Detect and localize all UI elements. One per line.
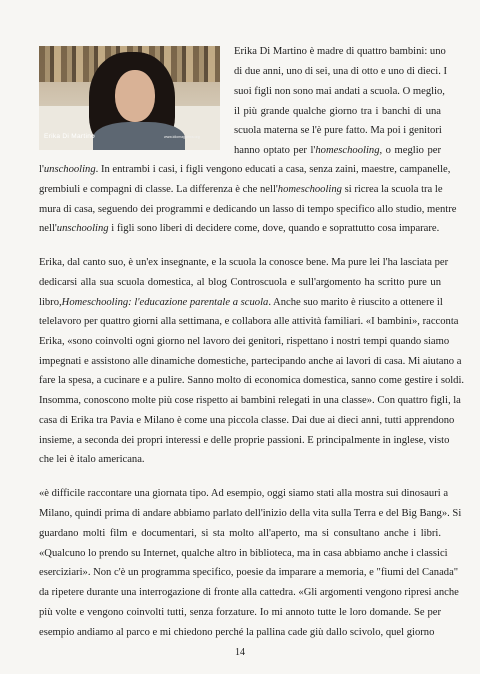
text-segment: si ricrea la scuola tra le <box>341 184 443 195</box>
text-line <box>39 454 441 466</box>
text-segment: da ripetere durante una interrogazione di fronte alla cattedra. «Gli argomenti vengono ripresi anche <box>39 587 459 598</box>
text-segment: hanno optato per l' <box>234 145 316 156</box>
text-segment: . In entrambi i casi, i figli vengono educati a casa, senza zaini, maestre, campanelle, <box>95 164 451 175</box>
text-segment: dedicarsi alla sua scuola domestica, al blog Controscuola e sull'argomento ha scritto pure un <box>39 277 441 288</box>
text-line <box>39 607 441 619</box>
text-line <box>39 164 451 176</box>
italic-term: homeschooling <box>315 145 380 156</box>
text-line <box>39 587 459 599</box>
text-line <box>39 375 465 387</box>
text-segment: fare la spesa, a cucinare e a pulire. Sanno molto di economica domestica, sanno come gestire i soldi. <box>39 375 465 386</box>
text-segment: i figli sono liberi di decidere come, dove, quando e soprattutto cosa imparare. <box>108 223 440 234</box>
text-line <box>39 223 441 235</box>
text-line <box>39 257 449 269</box>
photo-credit: www.idiomaguerra.org <box>164 135 200 139</box>
text-segment: eserciziari». Non c'è un programma specifico, poesie da imparare a memoria, e "fiumi del Canada" <box>39 567 459 578</box>
text-line <box>39 204 457 216</box>
text-segment: «è difficile raccontare una giornata tipo. Ad esempio, oggi siamo stati alla mostra sui dinosauri a <box>39 488 449 499</box>
author-photo <box>39 46 220 150</box>
text-segment: impegnati e assistono alle dinamiche domestiche, partecipando anche ai lavori di casa. Mi aiutano a <box>39 356 462 367</box>
text-segment: «Qualcuno lo prendo su Internet, qualche altro in biblioteca, ma in casa abbiamo anche i classici <box>39 548 448 559</box>
text-line <box>234 86 445 98</box>
text-segment: guardano molti film e documentari, si sta molto all'aperto, ma si consultano anche i libri. <box>39 528 441 539</box>
italic-term: homeschooling <box>277 184 342 195</box>
text-segment: il più grande qualche giorno tra i banchi di una <box>234 106 441 117</box>
italic-term: Homeschooling: l'educazione parentale a scuola <box>61 297 269 308</box>
text-line <box>39 277 441 289</box>
text-segment: nell' <box>39 223 57 234</box>
text-line <box>39 627 441 639</box>
text-line <box>39 435 450 447</box>
text-line <box>39 548 448 560</box>
text-line <box>234 106 441 118</box>
text-segment: di due anni, uno di sei, una di otto e uno di dieci. I <box>234 66 448 77</box>
text-segment: esempio andiamo al parco e mi chiedono perché la pallina cade giù dallo scivolo, quel giorno <box>39 627 435 638</box>
photo-face <box>115 70 155 122</box>
text-line <box>39 184 441 196</box>
text-line <box>39 528 441 540</box>
page-number: 14 <box>235 647 245 658</box>
text-segment: più volte e vengono coinvolti tutti, senza forzature. Io mi annoto tutte le loro domande. Se per <box>39 607 441 618</box>
text-line <box>39 356 462 368</box>
text-segment: mura di casa, seguendo dei programmi e dedicando un lasso di tempo specifico allo studio, mentre <box>39 204 457 215</box>
text-segment: scuola materna se l'è pure fatto. Ma poi i genitori <box>234 125 442 136</box>
text-line <box>39 316 459 328</box>
text-segment: libro, <box>39 297 62 308</box>
text-line <box>39 336 450 348</box>
text-segment: l' <box>39 164 44 175</box>
text-line <box>39 567 459 579</box>
text-segment: . Anche suo marito è riuscito a ottenere il <box>268 297 443 308</box>
italic-term: unschooling <box>43 164 96 175</box>
photo-caption: Erika Di Martino <box>44 133 96 140</box>
text-segment: che lei è italo americana. <box>39 454 145 465</box>
text-line <box>39 297 441 309</box>
text-segment: telelavoro per quattro giorni alla settimana, e collabora alle attività familiari. «I bambini», racconta <box>39 316 459 327</box>
text-line <box>39 488 449 500</box>
text-line <box>39 508 462 520</box>
text-line <box>234 66 448 78</box>
text-segment: Erika, dal canto suo, è un'ex insegnante, e la scuola la conosce bene. Ma pure lei l'ha lasciata per <box>39 257 449 268</box>
text-segment: Insomma, conoscono molte più cose rispetto ai bambini relegati in una classe». Con quattro figli, la <box>39 395 461 406</box>
text-segment: suoi figli non sono mai andati a scuola. O meglio, <box>234 86 445 97</box>
text-line <box>234 125 441 137</box>
text-segment: Erika, «sono coinvolti ogni giorno nel lavoro dei genitori, rispettano i nostri tempi quando siamo <box>39 336 450 347</box>
text-line <box>234 145 441 157</box>
text-segment: grembiuli e compagni di classe. La differenza è che nell' <box>39 184 278 195</box>
text-segment: , o meglio per <box>379 145 441 156</box>
text-segment: casa di Erika tra Pavia e Milano è come una piccola classe. Dai due ai dieci anni, tutti apprendono <box>39 415 455 426</box>
text-segment: Milano, quindi prima di andare abbiamo parlato dell'inizio della vita sulla Terra e del Big Bang». Si <box>39 508 462 519</box>
text-line <box>39 395 461 407</box>
text-line <box>234 46 446 58</box>
text-segment: Erika Di Martino è madre di quattro bambini: uno <box>234 46 446 57</box>
italic-term: unschooling <box>56 223 109 234</box>
text-line <box>39 415 455 427</box>
text-segment: insieme, a seconda dei propri interessi e delle proprie passioni. E principalmente in inglese, visto <box>39 435 450 446</box>
